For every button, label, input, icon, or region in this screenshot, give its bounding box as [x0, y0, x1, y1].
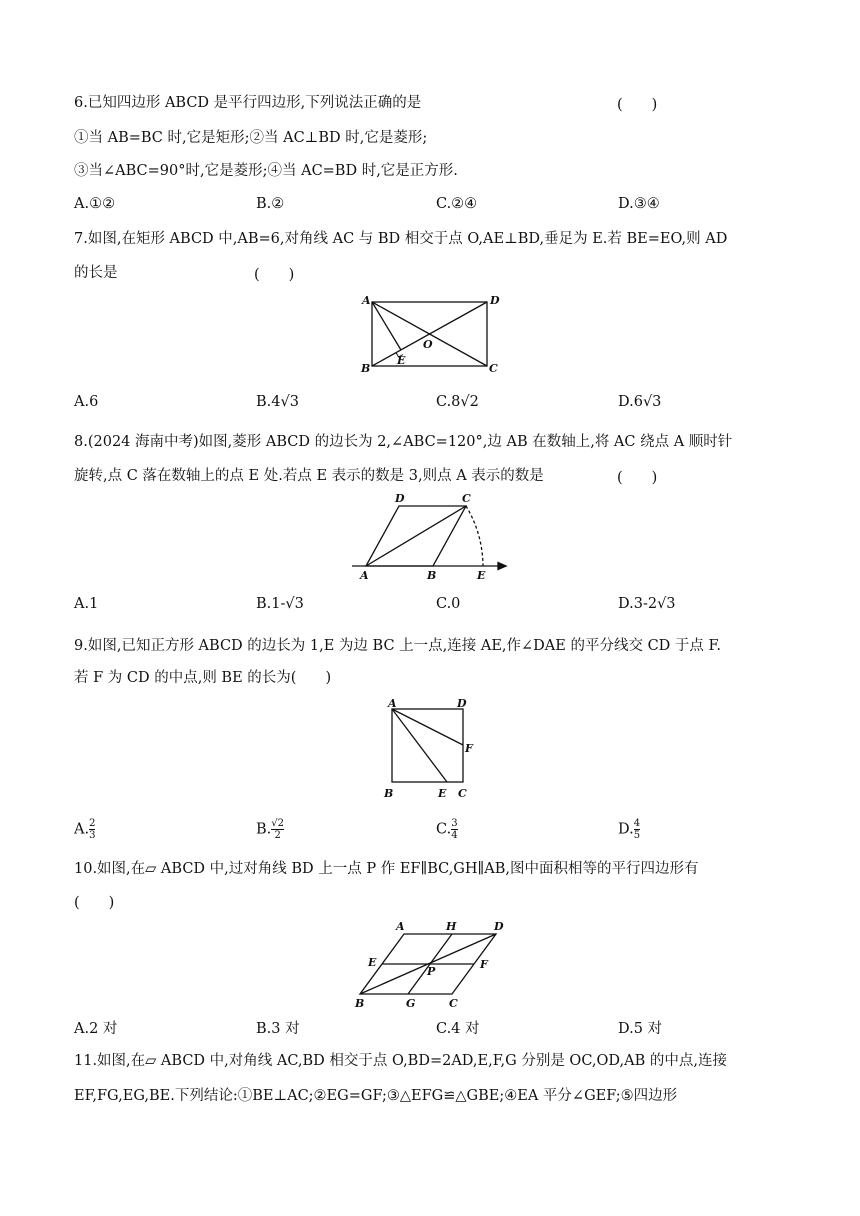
q10-label-h: H — [446, 920, 457, 933]
q10-label-e: E — [368, 956, 377, 969]
q8-option-b[interactable]: B.1-√3 — [256, 596, 304, 612]
q8-label-e: E — [477, 569, 486, 582]
q9-option-c[interactable] — [436, 818, 458, 841]
q6-option-d[interactable]: D.③④ — [618, 196, 660, 212]
q7-option-d[interactable]: D.6√3 — [618, 394, 662, 410]
denominator: 4 — [451, 830, 458, 841]
q8-rotation-arc — [466, 506, 483, 566]
q8-axis-arrow — [498, 563, 506, 570]
q9-label-c: C — [458, 787, 467, 800]
denominator: 5 — [633, 830, 641, 841]
q8-line1: 8.(2024 海南中考)如图,菱形 ABCD 的边长为 2,∠ABC=120°,边 AB 在数轴上,将 AC 绕点 A 顺时针 — [74, 434, 733, 450]
q7-option-a[interactable]: A.6 — [74, 394, 99, 410]
q8-label-b: B — [427, 569, 437, 582]
q6-line2: ①当 AB=BC 时,它是矩形;②当 AC⊥BD 时,它是菱形; — [74, 130, 428, 146]
q9-label-e: E — [438, 787, 447, 800]
q7-segment-ae — [372, 302, 401, 350]
q7-label-e: E — [397, 354, 406, 367]
q10-parallelogram-figure — [352, 918, 512, 1010]
q9-option-b-fraction — [271, 818, 284, 841]
q10-option-a[interactable]: A.2 对 — [74, 1021, 118, 1037]
q7-rectangle-figure — [356, 290, 506, 378]
q7-line2: 的长是 — [74, 265, 118, 281]
q9-option-b-prefix: B. — [256, 821, 272, 838]
q8-answer-paren: ( ) — [617, 470, 658, 486]
q7-label-b: B — [361, 362, 371, 375]
q9-option-a-prefix: A. — [74, 821, 90, 838]
q6-option-a[interactable]: A.①② — [74, 196, 116, 212]
q8-diagonal-ac — [366, 506, 466, 566]
q8-line2: 旋转,点 C 落在数轴上的点 E 处.若点 E 表示的数是 3,则点 A 表示的数是 — [74, 468, 544, 484]
q10-label-c: C — [449, 997, 458, 1010]
q10-label-b: B — [355, 997, 365, 1010]
q9-label-f: F — [465, 742, 473, 755]
q6-options — [74, 196, 794, 218]
numerator: 3 — [451, 818, 458, 829]
q8-option-c[interactable]: C.0 — [436, 596, 461, 612]
q6-answer-paren: ( ) — [617, 97, 658, 113]
q9-options — [74, 818, 794, 848]
q6-option-c[interactable]: C.②④ — [436, 196, 478, 212]
q10-label-a: A — [396, 920, 405, 933]
q7-label-c: C — [489, 362, 498, 375]
q6-line3: ③当∠ABC=90°时,它是菱形;④当 AC=BD 时,它是正方形. — [74, 163, 458, 179]
denominator: 3 — [89, 830, 96, 841]
q6-stem: 6.已知四边形 ABCD 是平行四边形,下列说法正确的是 — [74, 95, 422, 111]
q10-line1: 10.如图,在▱ ABCD 中,过对角线 BD 上一点 P 作 EF∥BC,GH∥AB,图中面积相等的平行四边形有 — [74, 861, 699, 877]
q8-option-d[interactable]: D.3-2√3 — [618, 596, 676, 612]
q9-segment-ae — [392, 709, 447, 782]
q10-option-c[interactable]: C.4 对 — [436, 1021, 480, 1037]
q10-label-f: F — [480, 958, 488, 971]
q9-option-c-prefix: C. — [436, 821, 452, 838]
q9-option-c-fraction — [451, 818, 457, 841]
q7-option-b[interactable]: B.4√3 — [256, 394, 299, 410]
q8-label-c: C — [462, 492, 471, 505]
q10-label-g: G — [406, 997, 416, 1010]
q9-option-a-fraction — [89, 818, 95, 841]
q8-rhombus-figure — [348, 488, 518, 584]
q10-line2: ( ) — [74, 895, 115, 911]
q7-label-d: D — [490, 294, 500, 307]
q7-option-c[interactable]: C.8√2 — [436, 394, 479, 410]
q8-option-a[interactable]: A.1 — [74, 596, 99, 612]
q7-answer-paren: ( ) — [254, 267, 295, 283]
denominator: 2 — [271, 829, 284, 841]
q11-line2: EF,FG,EG,BE.下列结论:①BE⊥AC;②EG=GF;③△EFG≌△GBE;④EA 平分∠GEF;⑤四边形 — [74, 1088, 678, 1104]
q9-label-d: D — [457, 697, 467, 710]
q9-option-d-prefix: D. — [618, 821, 634, 838]
q9-line1: 9.如图,已知正方形 ABCD 的边长为 1,E 为边 BC 上一点,连接 AE,作∠DAE 的平分线交 CD 于点 F. — [74, 638, 721, 654]
numerator: 4 — [633, 818, 641, 829]
q7-label-o: O — [423, 338, 433, 351]
q10-options — [74, 1017, 794, 1039]
q9-option-b[interactable] — [256, 818, 284, 841]
q9-label-a: A — [388, 697, 397, 710]
q7-label-a: A — [362, 294, 371, 307]
q9-label-b: B — [384, 787, 394, 800]
q10-label-d: D — [494, 920, 504, 933]
numerator: 2 — [89, 818, 96, 829]
q9-option-d[interactable] — [618, 818, 640, 841]
q9-option-a[interactable] — [74, 818, 95, 841]
q6-option-b[interactable]: B.② — [256, 196, 285, 212]
q8-options — [74, 596, 794, 618]
q9-square-figure — [380, 697, 490, 803]
q9-segment-af — [392, 709, 463, 745]
q8-label-d: D — [395, 492, 405, 505]
q11-line1: 11.如图,在▱ ABCD 中,对角线 AC,BD 相交于点 O,BD=2AD,E,F,G 分别是 OC,OD,AB 的中点,连接 — [74, 1053, 727, 1069]
q10-option-b[interactable]: B.3 对 — [256, 1021, 300, 1037]
q10-option-d[interactable]: D.5 对 — [618, 1021, 663, 1037]
q9-option-d-fraction — [634, 818, 640, 841]
numerator: √2 — [271, 818, 284, 829]
q9-line2: 若 F 为 CD 的中点,则 BE 的长为( ) — [74, 670, 332, 686]
q9-square-abcd — [392, 709, 463, 782]
q7-options — [74, 394, 794, 416]
q8-label-a: A — [360, 569, 369, 582]
q7-line1: 7.如图,在矩形 ABCD 中,AB=6,对角线 AC 与 BD 相交于点 O,AE⊥BD,垂足为 E.若 BE=EO,则 AD — [74, 231, 728, 247]
q10-label-p: P — [427, 965, 436, 978]
